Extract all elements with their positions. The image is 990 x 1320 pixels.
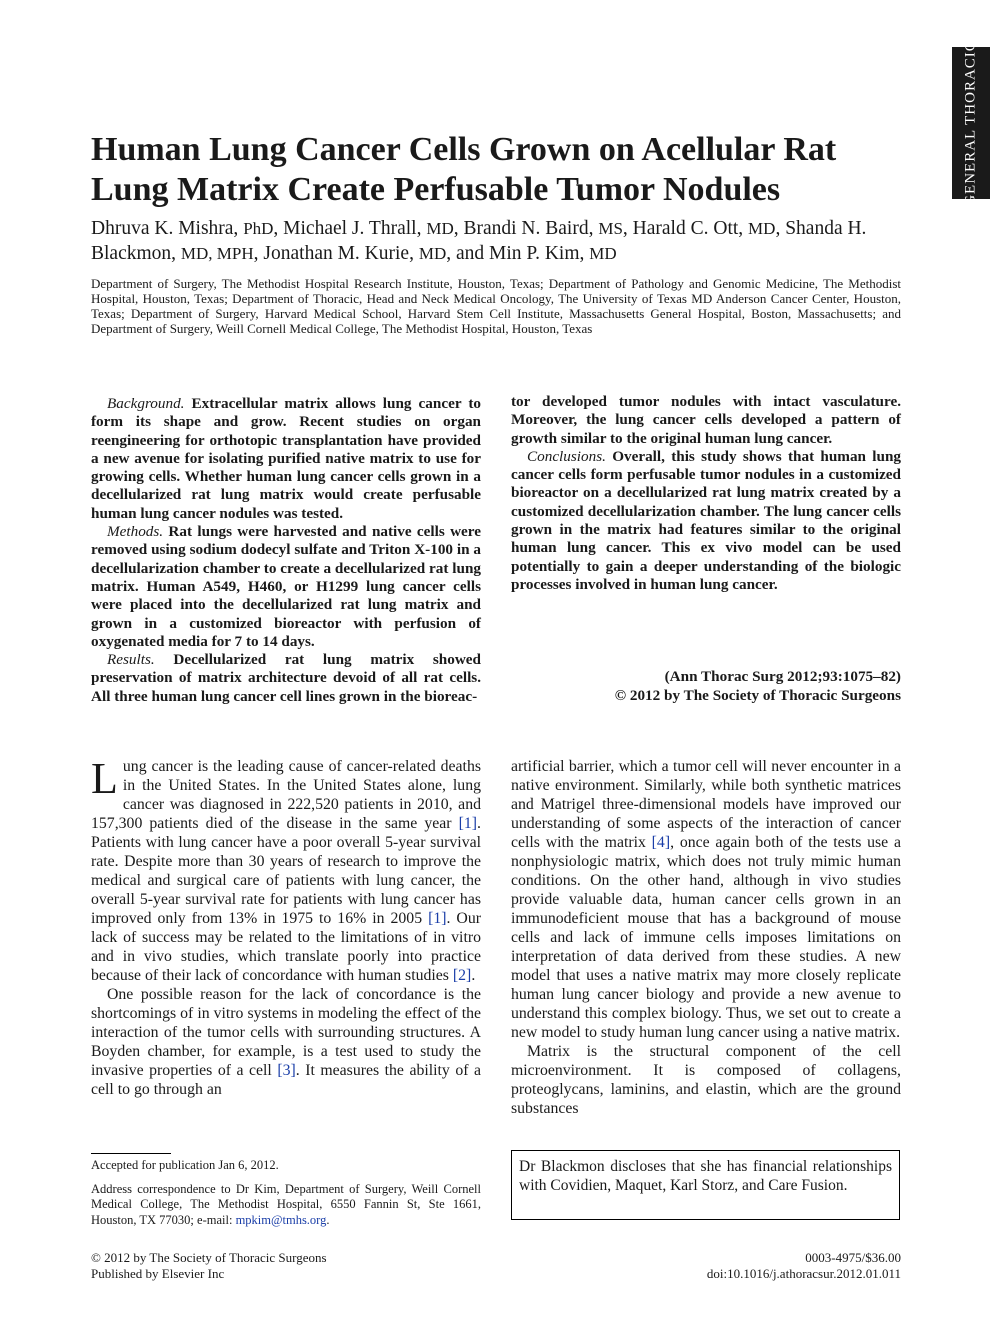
author-name: Min P. Kim, <box>489 243 590 264</box>
author-degree: MD <box>418 244 447 263</box>
section-tab-label: GENERAL THORACIC <box>962 40 979 206</box>
author-degree: MD <box>426 219 454 238</box>
author-separator: , <box>273 218 284 239</box>
author-list <box>91 216 911 266</box>
author-name: Harald C. Ott, <box>632 218 749 239</box>
footer-doi: doi:10.1016/j.athoracsur.2012.01.011 <box>706 1265 901 1281</box>
footer-right <box>600 1250 901 1281</box>
author-separator: , <box>253 243 264 264</box>
author-degree: PhD <box>243 219 274 238</box>
author-name: Dhruva K. Mishra, <box>91 218 244 239</box>
abstract-background-label: Background. <box>107 395 185 412</box>
accepted-date: Accepted for publication Jan 6, 2012. <box>91 1158 279 1172</box>
reference-link-1b[interactable]: [1] <box>428 910 447 927</box>
drop-cap: L <box>91 754 118 803</box>
author-separator: , and <box>446 243 490 264</box>
reference-link-4[interactable]: [4] <box>651 834 671 851</box>
footer-publisher: Published by Elsevier Inc <box>91 1265 225 1281</box>
body-paragraph: artificial barrier, which a tumor cell will never encounter in a native environment. Similarly, while both synthetic matrices and Matrigel three-dimensional models have improved our understanding of some aspects of the interaction of cancer cells with the matrix [4], once again both of the tests use a nonphysiologic matrix, which does not truly mimic human conditions. On the other hand, although in vivo studies provide valuable data, human cancer cells grown in an immunodeficient mouse that has a background of mouse cells and lack of immune cells imposes limitations on interpretation of data derived from these studies. A new model that uses a native matrix may more closely replicate human lung cancer biology and provide a new avenue to understand this complex biology. Thus, we set out to create a new model to study human lung cancer using a native matrix. <box>511 758 901 1041</box>
author-separator: , <box>622 218 633 239</box>
body-left-column <box>91 754 482 1099</box>
reference-link-3[interactable]: [3] <box>277 1062 296 1079</box>
disclosure-box: Dr Blackmon discloses that she has financial relationships with Covidien, Maquet, Karl Storz, and Care Fusion. <box>511 1150 900 1220</box>
body-paragraph: Lung cancer is the leading cause of cancer-related deaths in the United States. In the United States alone, lung cancer was diagnosed in 222,520 patients in 2010, and 157,300 patients died of the disease in the same year [1]. Patients with lung cancer have a poor overall 5-year survival rate. Despite more than 30 years of research to improve the medical and surgical care of patients with lung cancer, the overall 5-year survival rate for patients with lung cancer has improved only from 13% in 1975 to 16% in 2005 [1]. Our lack of success may be related to the limitations of in vitro and in vivo studies, which translate poorly into practice because of their lack of concordance with human studies [2]. <box>91 754 481 984</box>
footer-issn: 0003-4975/$36.00 <box>805 1250 901 1265</box>
body-paragraph: Matrix is the structural component of the cell microenvironment. It is composed of collagens, proteoglycans, laminins, and elastin, which are the ground substances <box>511 1043 901 1117</box>
abstract-left-column <box>91 395 481 706</box>
footnote-divider <box>91 1153 171 1154</box>
author-degree: MD <box>589 244 617 263</box>
journal-citation <box>500 668 901 705</box>
reference-link-1[interactable]: [1] <box>458 815 478 832</box>
abstract-results-continued: tor developed tumor nodules with intact vasculature. Moreover, the lung cancer cells developed a pattern of growth similar to the original human lung cancer. <box>511 393 901 447</box>
correspondence-address: Address correspondence to Dr Kim, Department of Surgery, Weill Cornell Medical College, The Methodist Hospital, 6550 Fannin St, Ste 1661, Houston, TX 77030; e-mail: mpkim@tmhs.org. <box>91 1181 481 1227</box>
body-paragraph: One possible reason for the lack of concordance is the shortcomings of in vitro systems in modeling the effect of the interaction of the tumor cells with surrounding structures. A Boyden chamber, for example, is a test used to study the invasive properties of a cell [3]. It measures the ability of a cell to go through an <box>91 986 482 1098</box>
abstract-methods-label: Methods. <box>107 523 164 541</box>
author-degree: MS <box>598 219 623 238</box>
abstract-results-label: Results. <box>107 651 155 669</box>
section-tab <box>952 40 990 206</box>
body-right-column <box>511 757 901 1118</box>
footnotes <box>91 1158 481 1236</box>
reference-link-2[interactable]: [2] <box>452 967 472 984</box>
abstract-results: Results. Decellularized rat lung matrix showed preservation of matrix architecture devoid of all rat cells. All three human lung cancer cell lines grown in the bioreac- <box>91 651 481 705</box>
author-name: Jonathan M. Kurie, <box>263 243 419 264</box>
citation-copyright: © 2012 by The Society of Thoracic Surgeons <box>614 686 901 704</box>
citation-reference: (Ann Thorac Surg 2012;93:1075–82) <box>664 668 901 685</box>
author-degree: MD, MPH <box>180 244 254 263</box>
author-name: Shanda H. Blackmon, <box>91 218 867 264</box>
author-separator: , <box>775 218 786 239</box>
article-title: Human Lung Cancer Cells Grown on Acellular Rat Lung Matrix Create Perfusable Tumor Nodules <box>91 131 837 208</box>
author-degree: MD <box>748 219 776 238</box>
footer-left <box>91 1250 491 1281</box>
author-name: Brandi N. Baird, <box>463 218 599 239</box>
email-link[interactable]: mpkim@tmhs.org <box>235 1212 327 1227</box>
footer-copyright: © 2012 by The Society of Thoracic Surgeons <box>91 1250 327 1265</box>
abstract-conclusions: Conclusions. Overall, this study shows that human lung cancer cells form perfusable tumor nodules in a customized bioreactor on a decellularized rat lung matrix created by a customized decellularization chamber. The lung cancer cells grown in the matrix had features similar to the original human lung cancer. This ex vivo model can be used potentially to gain a deeper understanding of the biologic processes involved in human lung cancer. <box>511 447 901 593</box>
author-name: Michael J. Thrall, <box>283 218 427 239</box>
affiliations: Department of Surgery, The Methodist Hospital Research Institute, Houston, Texas; Department of Pathology and Genomic Medicine, The Methodist Hospital, Houston, Texas; Department of Thoracic, Head and Neck Medical Oncology, The University of Texas MD Anderson Cancer Center, Houston, Texas; Department of Surgery, Harvard Medical School, Harvard Stem Cell Institute, Massachusetts General Hospital, Boston, Massachusetts; and Department of Surgery, Weill Cornell Medical College, The Methodist Hospital, Houston, Texas <box>91 276 901 336</box>
author-separator: , <box>453 218 464 239</box>
abstract-background: Background. Extracellular matrix allows lung cancer to form its shape and grow. Recent studies on organ reengineering for orthotopic transplantation have provided a new avenue for isolating purified native matrix to use for growing cells. Whether human lung cancer cells grown in a decellularized rat lung matrix would create perfusable human lung cancer nodules was tested. <box>91 395 481 522</box>
abstract-conclusions-label: Conclusions. <box>527 447 606 465</box>
abstract-right-column <box>511 393 901 594</box>
abstract-methods: Methods. Rat lungs were harvested and native cells were removed using sodium dodecyl sulfate and Triton X-100 in a decellularization chamber to create a decellularized rat lung matrix. Human A549, H460, or H1299 lung cancer cells were placed into the decellularized rat lung matrix and grown in a customized bioreactor with perfusion of oxygenated media for 7 to 14 days. <box>91 523 481 650</box>
